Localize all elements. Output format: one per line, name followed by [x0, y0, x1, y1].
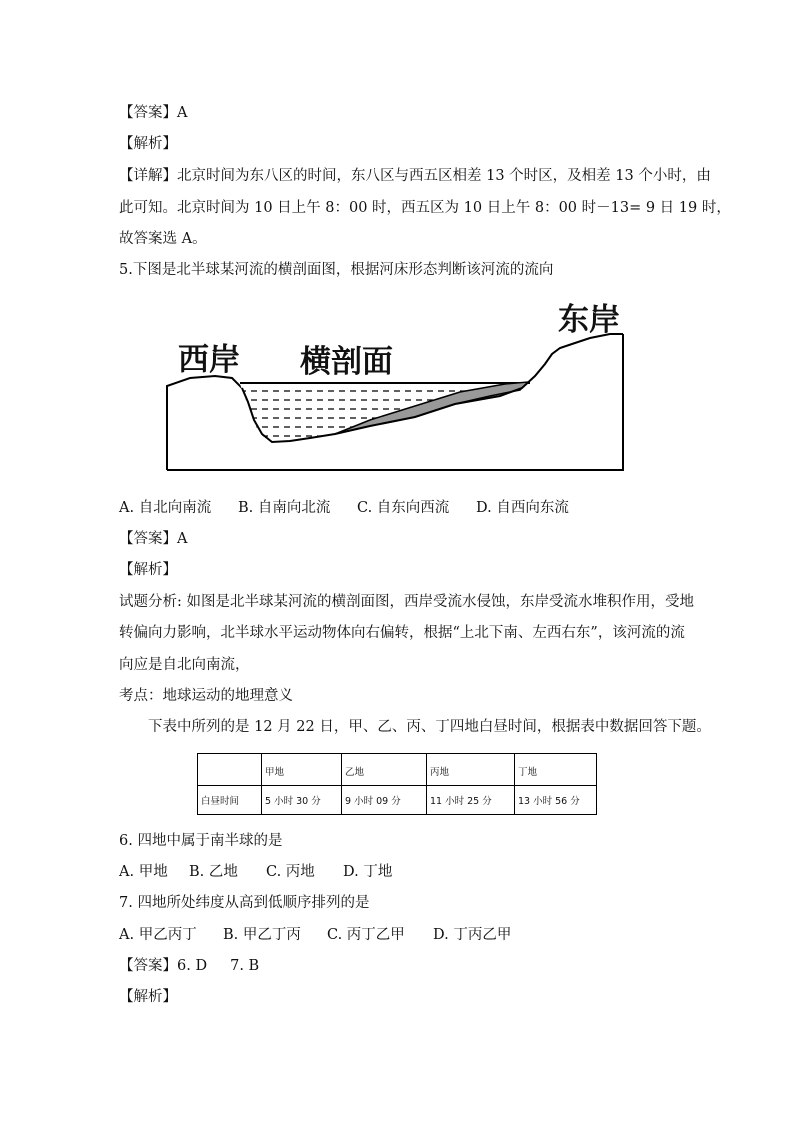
table-header-row [198, 754, 597, 786]
table-cell: 白昼时间 [198, 786, 262, 815]
option-d[interactable]: D. 丁丙乙甲 [433, 927, 512, 943]
option-d[interactable]: D. 丁地 [343, 864, 393, 880]
knowledge-point: 考点：地球运动的地理意义 [119, 688, 293, 704]
diagram-east-label: 东岸 [558, 302, 620, 338]
option-b[interactable]: B. 自南向北流 [238, 500, 331, 516]
diagram-title: 横剖面 [300, 344, 393, 380]
answer-label-3: 【答案】6. D 7. B [119, 958, 260, 974]
option-c[interactable]: C. 丙地 [266, 864, 315, 880]
explanation-line-1: 试题分析: 如图是北半球某河流的横剖面图，西岸受流水侵蚀，东岸受流水堆积作用，受地 [119, 594, 694, 610]
table-cell: 丙地 [427, 754, 515, 786]
detail-line-1: 【详解】北京时间为东八区的时间，东八区与西五区相差 13 个时区，及相差 13 个小时，由 [119, 168, 711, 184]
table-cell: 11 小时 25 分 [427, 786, 515, 815]
explanation-line-3: 向应是自北向南流， [119, 657, 250, 673]
table-row [198, 786, 597, 815]
detail-line-3: 故答案选 A。 [119, 231, 207, 247]
analysis-label-3: 【解析】 [119, 989, 177, 1005]
option-c[interactable]: C. 丙丁乙甲 [327, 927, 405, 943]
question-7: 7. 四地所处纬度从高到低顺序排列的是 [119, 895, 370, 911]
table-cell [198, 754, 262, 786]
table-intro: 下表中所列的是 12 月 22 日，甲、乙、丙、丁四地白昼时间，根据表中数据回答下题。 [148, 719, 711, 735]
answer-label-1: 【答案】A [119, 105, 188, 121]
question-5: 5.下图是北半球某河流的横剖面图，根据河床形态判断该河流的流向 [119, 262, 554, 278]
daylight-table [197, 753, 597, 815]
detail-line-2: 此可知。北京时间为 10 日上午 8：00 时，西五区为 10 日上午 8：00 时－13= 9 日 19 时， [119, 200, 731, 216]
option-a[interactable]: A. 甲乙丙丁 [119, 927, 197, 943]
table-cell: 丁地 [515, 754, 597, 786]
option-b[interactable]: B. 乙地 [189, 864, 238, 880]
option-d[interactable]: D. 自西向东流 [476, 500, 569, 516]
question-7-options [119, 925, 511, 945]
table-cell: 5 小时 30 分 [262, 786, 342, 815]
question-6-options [119, 862, 392, 882]
option-a[interactable]: A. 自北向南流 [119, 500, 212, 516]
analysis-label-2: 【解析】 [119, 562, 177, 578]
table-cell: 9 小时 09 分 [342, 786, 427, 815]
diagram-west-label: 西岸 [178, 342, 240, 378]
analysis-label-1: 【解析】 [119, 136, 177, 152]
option-c[interactable]: C. 自东向西流 [357, 500, 450, 516]
table-cell: 甲地 [262, 754, 342, 786]
question-5-options [119, 498, 569, 518]
answer-label-2: 【答案】A [119, 531, 188, 547]
question-6: 6. 四地中属于南半球的是 [119, 833, 283, 849]
table-cell: 13 小时 56 分 [515, 786, 597, 815]
table-cell: 乙地 [342, 754, 427, 786]
explanation-line-2: 转偏向力影响，北半球水平运动物体向右偏转，根据“上北下南、左西右东”，该河流的流 [119, 625, 685, 641]
river-cross-section-diagram [160, 292, 635, 477]
option-a[interactable]: A. 甲地 [119, 864, 168, 880]
option-b[interactable]: B. 甲乙丁丙 [223, 927, 301, 943]
